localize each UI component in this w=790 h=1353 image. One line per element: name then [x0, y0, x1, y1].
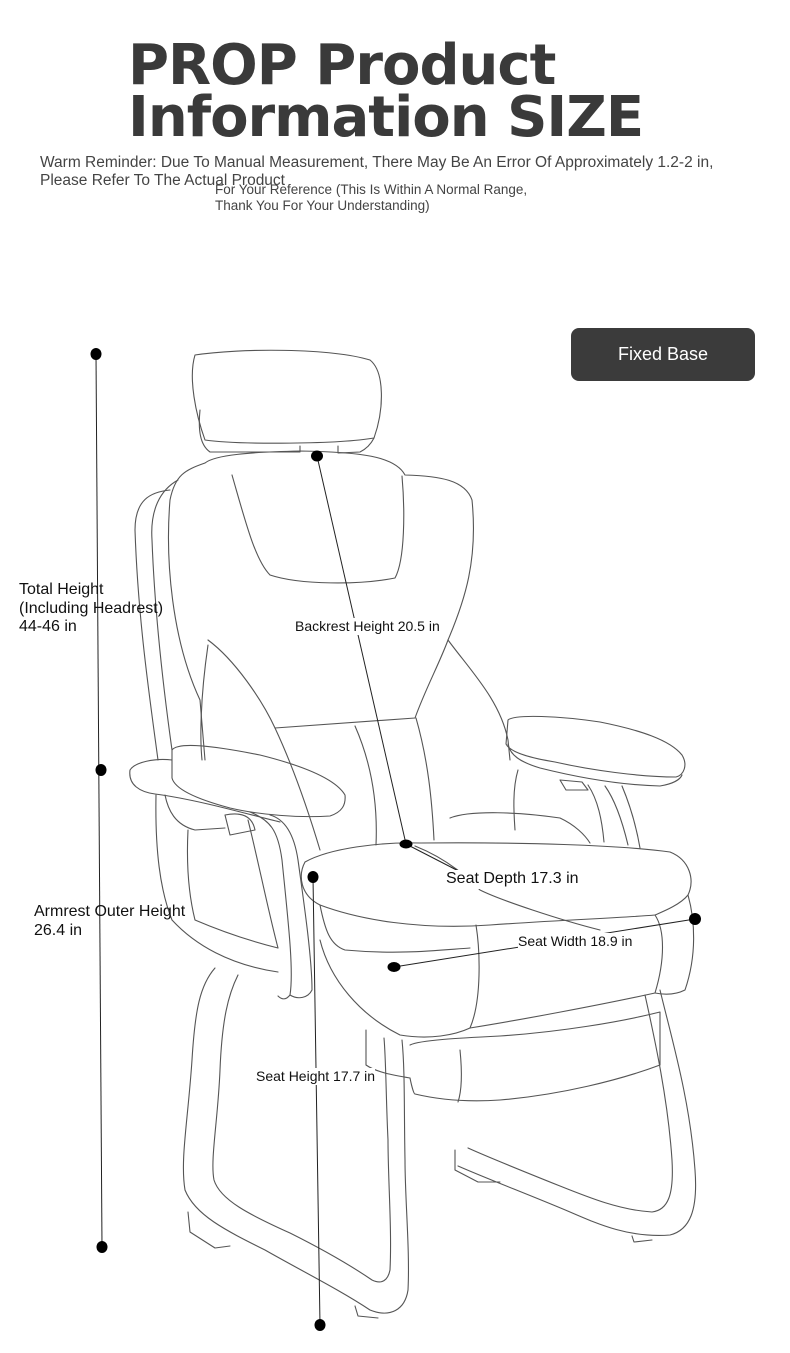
armrest-height-line-2: 26.4 in — [34, 921, 83, 939]
backrest-top-dot — [311, 451, 323, 462]
seat-depth-label: Seat Depth 17.3 in — [446, 870, 579, 887]
seat-height-bottom-dot — [315, 1319, 326, 1331]
seat-width-left-dot — [388, 962, 401, 972]
seat-width-right-dot — [689, 913, 701, 925]
headrest — [192, 350, 381, 443]
total-height-line-3: 44-46 in — [19, 618, 77, 635]
total-height-line-2: (Including Headrest) — [19, 599, 164, 617]
reference-line-2: Thank You For Your Understanding) — [215, 198, 430, 213]
measurement-endpoints — [91, 348, 702, 1331]
left-armrest — [172, 745, 345, 816]
total-height-line-1: Total Height — [19, 581, 104, 598]
seat-width-label: Seat Width 18.9 in — [518, 933, 633, 949]
armrest-height-dot — [96, 764, 107, 776]
total-height-line — [96, 354, 102, 1247]
backrest-height-label: Backrest Height 20.5 in — [295, 618, 440, 634]
total-height-label — [19, 581, 163, 637]
total-height-bottom-dot — [97, 1241, 108, 1253]
backrest-height-line — [317, 456, 406, 844]
measurement-lines — [96, 354, 695, 1325]
seat-height-top-dot — [308, 871, 319, 883]
title-line-2: Information SIZE — [128, 85, 644, 150]
backrest-bottom-dot — [400, 840, 413, 849]
reference-line-1: For Your Reference (This Is Within A Normal Range, — [215, 182, 528, 197]
armrest-height-label — [34, 903, 185, 940]
seat-height-label: Seat Height 17.7 in — [256, 1068, 376, 1084]
backrest — [205, 451, 510, 760]
fixed-base-badge: Fixed Base — [571, 328, 755, 381]
reminder-line-2: Please Refer To The Actual Product — [40, 172, 285, 189]
seat-height-line — [313, 877, 320, 1325]
reminder-line-1: Warm Reminder: Due To Manual Measurement, There May Be An Error Of Approximately 1.2-2 in, — [40, 154, 714, 171]
chair-outline — [130, 350, 696, 1318]
total-height-top-dot — [91, 348, 102, 360]
armrest-height-line-1: Armrest Outer Height — [34, 903, 186, 920]
title-line-1: PROP Product — [128, 33, 556, 98]
right-armrest — [506, 716, 685, 777]
